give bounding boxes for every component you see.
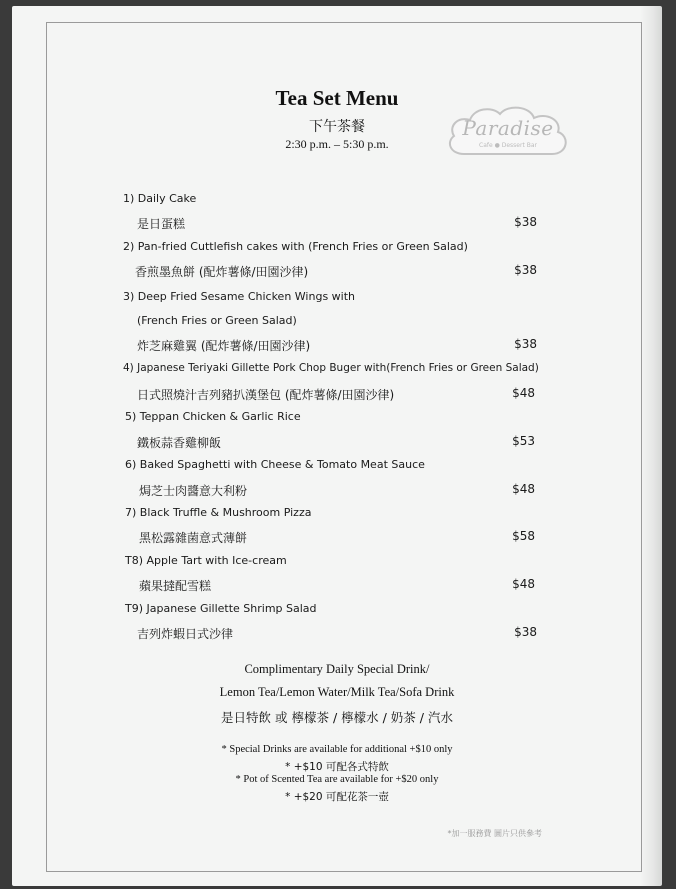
complimentary-drink-line-2: Lemon Tea/Lemon Water/Milk Tea/Sofa Drink	[219, 685, 455, 699]
serving-hours: 2:30 p.m. – 5:30 p.m.	[285, 137, 389, 151]
note-scented-tea: * Pot of Scented Tea are available for +$20 only	[235, 774, 439, 785]
note-special-drinks: * Special Drinks are available for additional +$10 only	[221, 744, 453, 755]
menu-item-name-cn: 鐵板蒜香雞柳飯	[137, 436, 222, 450]
menu-item-name-continued: (French Fries or Green Salad)	[137, 314, 297, 327]
menu-item-price: $48	[512, 482, 535, 496]
menu-item-name-cn: 日式照燒汁吉列豬扒漢堡包 (配炸薯條/田園沙律)	[137, 388, 395, 402]
complimentary-drink-line-cn: 是日特飲 或 檸檬茶 / 檸檬水 / 奶茶 / 汽水	[221, 710, 453, 725]
menu-item-price: $58	[512, 529, 535, 543]
menu-title: Tea Set Menu	[275, 86, 399, 110]
menu-item-name-cn: 炸芝麻雞翼 (配炸薯條/田園沙律)	[137, 339, 311, 353]
menu-item-price: $38	[514, 337, 537, 351]
menu-item-name-cn: 吉列炸蝦日式沙律	[137, 627, 234, 641]
menu-item-name: 3) Deep Fried Sesame Chicken Wings with	[123, 290, 356, 303]
menu-item-price: $38	[514, 263, 537, 277]
menu-item-price: $38	[514, 215, 537, 229]
complimentary-drink-line-1: Complimentary Daily Special Drink/	[244, 662, 430, 676]
logo-name: Paradise	[462, 116, 554, 140]
paradise-logo	[442, 102, 574, 166]
menu-item-name-cn: 黑松露雜菌意式薄餅	[139, 531, 248, 545]
menu-item-price: $48	[512, 577, 535, 591]
logo-tagline: Cafe ● Dessert Bar	[479, 142, 537, 149]
note-scented-tea-cn: * +$20 可配花茶一壺	[285, 791, 389, 803]
menu-item-price: $53	[512, 434, 535, 448]
note-special-drinks-cn: * +$10 可配各式特飲	[285, 761, 389, 773]
menu-item-name: T9) Japanese Gillette Shrimp Salad	[125, 602, 317, 615]
menu-item-name: 7) Black Truffle & Mushroom Pizza	[125, 506, 312, 519]
menu-item-name: 4) Japanese Teriyaki Gillette Pork Chop Buger with(French Fries or Green Salad)	[123, 362, 539, 374]
menu-item-name-cn: 香煎墨魚餅 (配炸薯條/田園沙律)	[135, 265, 309, 279]
menu-item-name: 5) Teppan Chicken & Garlic Rice	[125, 410, 301, 423]
menu-item-name-cn: 焗芝士肉醬意大利粉	[139, 484, 248, 498]
menu-item-name: 6) Baked Spaghetti with Cheese & Tomato Meat Sauce	[125, 458, 425, 471]
menu-item-name-cn: 蘋果撻配雪糕	[139, 579, 212, 593]
menu-item-name: 2) Pan-fried Cuttlefish cakes with (French Fries or Green Salad)	[123, 240, 468, 253]
menu-item-price: $48	[512, 386, 535, 400]
menu-item-name: 1) Daily Cake	[123, 192, 197, 205]
menu-item-price: $38	[514, 625, 537, 639]
menu-item-name-cn: 是日蛋糕	[137, 217, 186, 231]
service-charge-disclaimer: *加一服務費 圖片只供參考	[447, 829, 542, 838]
menu-sheet	[12, 6, 662, 886]
menu-subtitle-chinese: 下午茶餐	[309, 119, 365, 135]
menu-item-name: T8) Apple Tart with Ice-cream	[125, 554, 287, 567]
